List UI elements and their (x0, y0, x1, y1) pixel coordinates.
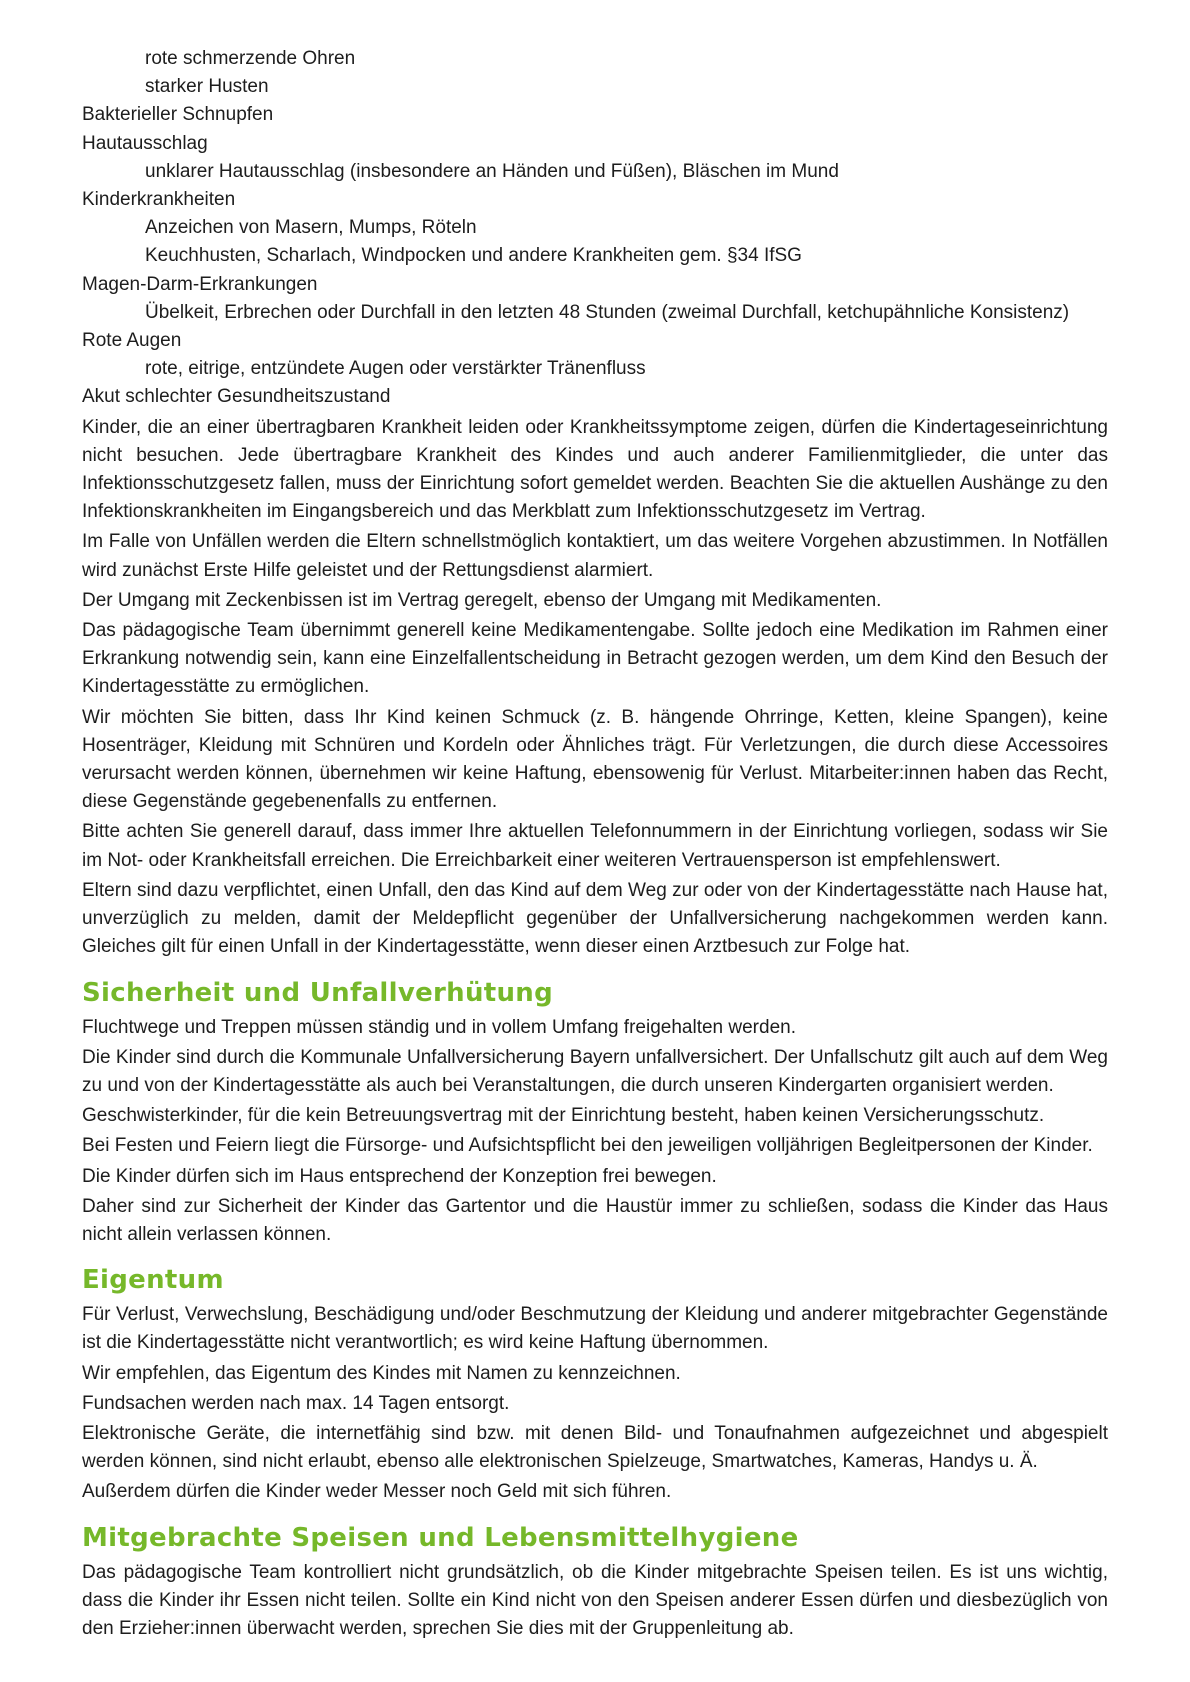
list-item: Anzeichen von Masern, Mumps, Röteln (145, 217, 477, 239)
list-item: unklarer Hautausschlag (insbesondere an Händen und Füßen), Bläschen im Mund (145, 160, 839, 182)
paragraph: Fluchtwege und Treppen müssen ständig und in vollem Umfang freigehalten werden. (82, 1016, 796, 1038)
section-property (82, 1263, 1108, 1506)
list-item: Übelkeit, Erbrechen oder Durchfall in den letzten 48 Stunden (zweimal Durchfall, ketchupähnliche Konsistenz) (145, 301, 1070, 323)
paragraph: Im Falle von Unfällen werden die Eltern schnellstmöglich kontaktiert, um das weitere Vorgehen abzustimmen. In Notfällen wird zunächst Erste Hilfe geleistet und der Rettungsdienst alarmiert. (82, 531, 1108, 581)
paragraph: Geschwisterkinder, für die kein Betreuungsvertrag mit der Einrichtung besteht, haben keinen Versicherungsschutz. (82, 1105, 1045, 1127)
list-item: starker Husten (145, 76, 269, 98)
paragraph: Wir empfehlen, das Eigentum des Kindes mit Namen zu kennzeichnen. (82, 1362, 681, 1384)
list-item: Hautausschlag (82, 132, 208, 154)
paragraph: Kinder, die an einer übertragbaren Krankheit leiden oder Krankheitssymptome zeigen, dürfen die Kindertageseinrichtung nicht besuchen. Jede übertragbare Krankheit des Kindes und auch anderer Familienmitglieder, die unter das Infektionsschutzgesetz fallen, muss der Einrichtung sofort gemeldet werden. Beachten Sie die aktuellen Aushänge zu den Infektionskrankheiten im Eingangsbereich und das Merkblatt zum Infektionsschutzgesetz im Vertrag. (82, 416, 1108, 523)
list-item: Bakterieller Schnupfen (82, 104, 274, 126)
paragraph: Das pädagogische Team übernimmt generell keine Medikamentengabe. Sollte jedoch eine Medikation im Rahmen einer Erkrankung notwendig sein, kann eine Einzelfallentscheidung in Betracht gezogen werden, um dem Kind den Besuch der Kindertagesstätte zu ermöglichen. (82, 620, 1108, 698)
list-item: rote schmerzende Ohren (145, 48, 356, 69)
paragraph: Elektronische Geräte, die internetfähig sind bzw. mit denen Bild- und Tonaufnahmen aufgezeichnet und abgespielt werden können, sind nicht erlaubt, ebenso alle elektronischen Spielzeuge, Smartwatches, Kameras, Handys u. Ä. (82, 1422, 1108, 1473)
health-intro-section (82, 414, 1108, 962)
list-item: Kinderkrankheiten (82, 189, 236, 211)
paragraph: Bei Festen und Feiern liegt die Fürsorge- und Aufsichtspflicht bei den jeweiligen volljährigen Begleitpersonen der Kinder. (82, 1135, 1093, 1157)
paragraph: Außerdem dürfen die Kinder weder Messer noch Geld mit sich führen. (82, 1481, 672, 1503)
list-item: Keuchhusten, Scharlach, Windpocken und andere Krankheiten gem. §34 IfSG (145, 245, 802, 267)
section-heading: Eigentum (82, 1265, 224, 1296)
paragraph: Die Kinder dürfen sich im Haus entsprechend der Konzeption frei bewegen. (82, 1165, 717, 1187)
symptom-list (82, 45, 1108, 412)
paragraph: Fundsachen werden nach max. 14 Tagen entsorgt. (82, 1392, 510, 1414)
paragraph: Das pädagogische Team kontrolliert nicht grundsätzlich, ob die Kinder mitgebrachte Speisen teilen. Es ist uns wichtig, dass die Kinder ihr Essen nicht teilen. Sollte ein Kind nicht von den Speisen anderer Essen dürfen und diesbezüglich von den Erzieher:innen überwacht werden, sprechen Sie dies mit der Gruppenleitung ab. (82, 1561, 1108, 1639)
paragraph: Bitte achten Sie generell darauf, dass immer Ihre aktuellen Telefonnummern in der Einrichtung vorliegen, sodass wir Sie im Not- oder Krankheitsfall erreichen. Die Erreichbarkeit einer weiteren Vertrauensperson ist empfehlenswert. (82, 821, 1108, 871)
paragraph: Daher sind zur Sicherheit der Kinder das Gartentor und die Haustür immer zu schließen, sodass die Kinder das Haus nicht allein verlassen können. (82, 1195, 1108, 1245)
paragraph: Die Kinder sind durch die Kommunale Unfallversicherung Bayern unfallversichert. Der Unfallschutz gilt auch auf dem Weg zu und von der Kindertagesstätte als auch bei Veranstaltungen, die durch unseren Kindergarten organisiert werden. (82, 1046, 1108, 1096)
paragraph: Der Umgang mit Zeckenbissen ist im Vertrag geregelt, ebenso der Umgang mit Medikamenten. (82, 589, 882, 611)
section-safety (82, 976, 1108, 1250)
paragraph: Für Verlust, Verwechslung, Beschädigung und/oder Beschmutzung der Kleidung und anderer mitgebrachter Gegenstände ist die Kindertagesstätte nicht verantwortlich; es wird keine Haftung übernommen. (82, 1304, 1108, 1354)
section-heading: Mitgebrachte Speisen und Lebensmittelhygiene (82, 1522, 799, 1553)
list-item: Rote Augen (82, 330, 182, 352)
section-food-hygiene (82, 1521, 1108, 1644)
section-heading: Sicherheit und Unfallverhütung (82, 977, 554, 1008)
list-item: rote, eitrige, entzündete Augen oder verstärkter Tränenfluss (145, 358, 646, 380)
list-item: Akut schlechter Gesundheitszustand (82, 386, 391, 408)
paragraph: Wir möchten Sie bitten, dass Ihr Kind keinen Schmuck (z. B. hängende Ohrringe, Ketten, kleine Spangen), keine Hosenträger, Kleidung mit Schnüren und Kordeln oder Ähnliches trägt. Für Verletzungen, die durch diese Accessoires verursacht werden können, übernehmen wir keine Haftung, ebensowenig für Verlust. Mitarbeiter:innen haben das Recht, diese Gegenstände gegebenenfalls zu entfernen. (82, 706, 1108, 813)
list-item: Magen-Darm-Erkrankungen (82, 273, 318, 295)
paragraph: Eltern sind dazu verpflichtet, einen Unfall, den das Kind auf dem Weg zur oder von der Kindertagesstätte nach Hause hat, unverzüglich zu melden, damit der Meldepflicht gegenüber der Unfallversicherung nachgekommen werden kann. Gleiches gilt für einen Unfall in der Kindertagesstätte, wenn dieser einen Arztbesuch zur Folge hat. (82, 879, 1108, 958)
